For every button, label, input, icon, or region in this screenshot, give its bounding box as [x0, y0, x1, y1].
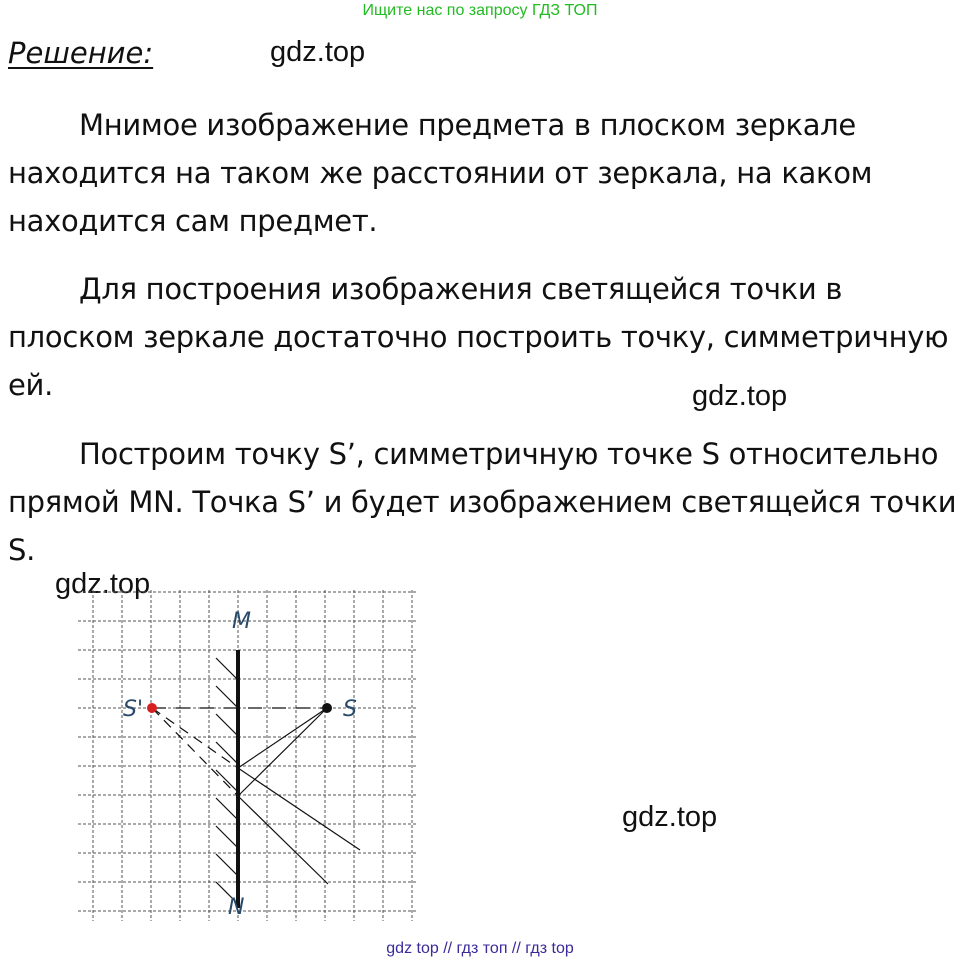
- reflected-rays: [152, 708, 360, 884]
- label-s-prime: S': [123, 697, 144, 722]
- reflected-ray-2: [238, 796, 328, 884]
- bottom-banner: gdz top // гдз топ // гдз top: [386, 940, 574, 957]
- image-point-s-prime: [147, 703, 157, 713]
- paragraph-1: Мнимое изображение предмета в плоском зеркале находится на таком же расстоянии от зеркала, на каком находится сам предмет.: [8, 108, 873, 238]
- watermark: gdz.top: [270, 36, 366, 68]
- watermark: gdz.top: [55, 568, 151, 600]
- hatch-mark: [216, 770, 238, 792]
- watermark: gdz.top: [622, 801, 718, 833]
- paragraph-3: Построим точку S’, симметричную точке S относительно прямой MN. Точка S’ и будет изображением светящейся точки S.: [8, 437, 957, 567]
- top-banner: Ищите нас по запросу ГДЗ ТОП: [362, 2, 598, 19]
- reflected-ray-1: [238, 768, 360, 850]
- label-m: M: [232, 609, 251, 634]
- hatch-mark: [216, 798, 238, 820]
- source-point-s: [322, 703, 332, 713]
- hatch-mark: [216, 854, 238, 876]
- label-s: S: [343, 697, 357, 722]
- virtual-ray-2: [152, 708, 238, 796]
- hatch-mark: [216, 658, 238, 680]
- hatch-mark: [216, 714, 238, 736]
- incident-ray-2: [238, 708, 327, 796]
- mirror-diagram: [70, 588, 430, 940]
- incident-ray-1: [238, 708, 327, 768]
- virtual-ray-1: [152, 708, 238, 768]
- mirror-diagram-svg: [70, 588, 430, 936]
- mirror-hatching: [216, 658, 238, 904]
- hatch-mark: [216, 826, 238, 848]
- solution-heading: Решение:: [8, 36, 154, 70]
- label-n: N: [228, 895, 245, 920]
- paragraph-2: Для построения изображения светящейся точки в плоском зеркале достаточно построить точку, симметричную ей.: [8, 272, 949, 402]
- grid: [78, 590, 417, 921]
- hatch-mark: [216, 686, 238, 708]
- watermark: gdz.top: [692, 380, 788, 412]
